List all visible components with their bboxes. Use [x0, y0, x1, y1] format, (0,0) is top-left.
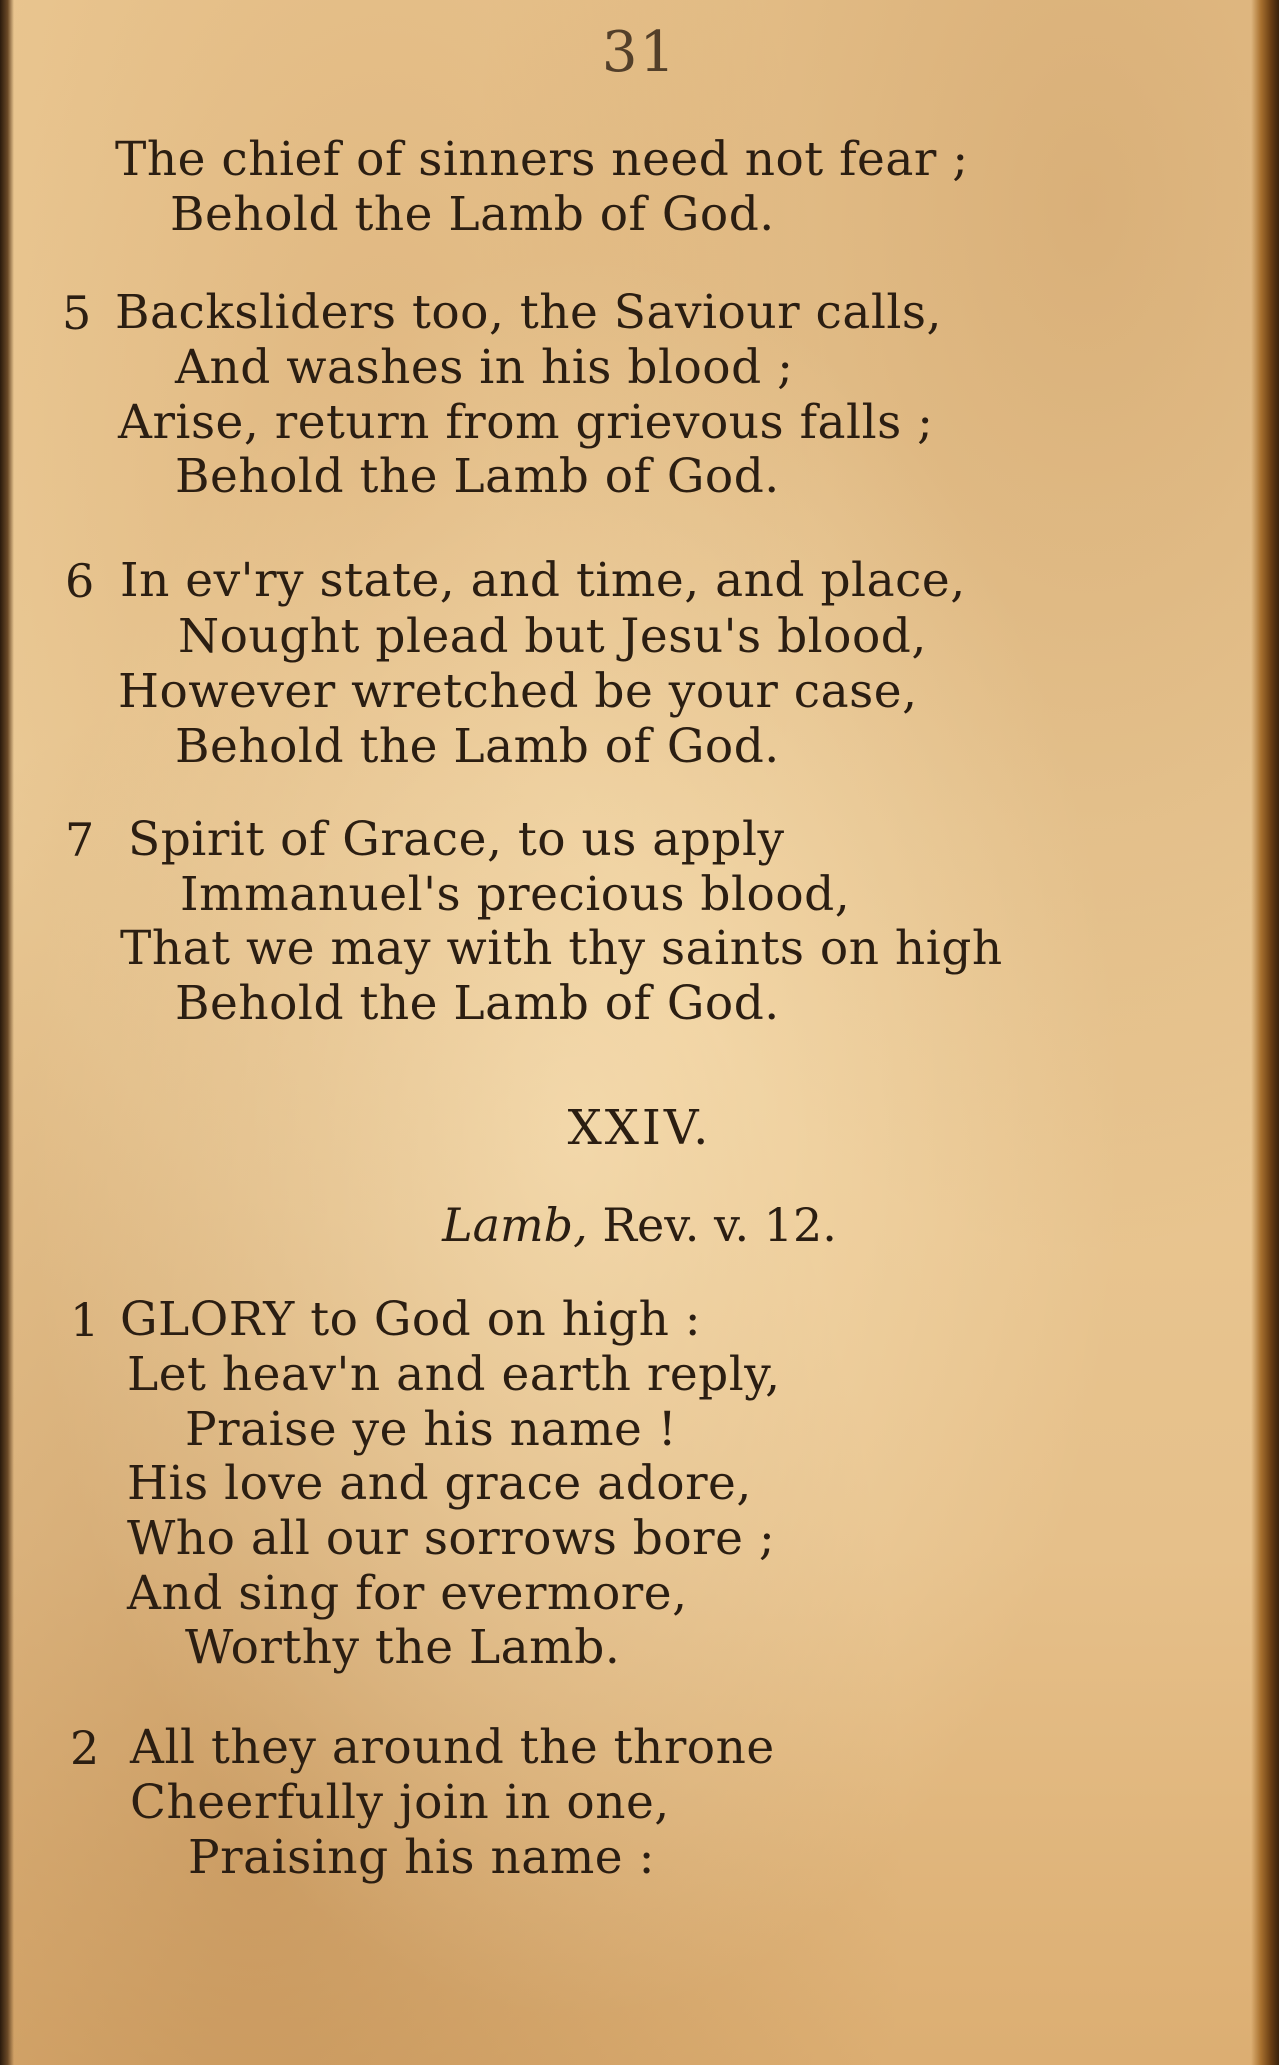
- verse-line: Behold the Lamb of God.: [175, 976, 780, 1031]
- verse-line: Let heav'n and earth reply,: [127, 1347, 781, 1402]
- verse-number: 6: [65, 554, 95, 608]
- hymn-subtitle: [0, 1198, 1279, 1252]
- verse-number: 5: [62, 286, 92, 340]
- verse-line: Who all our sorrows bore ;: [127, 1511, 776, 1566]
- hymn-number: XXIV.: [567, 1100, 712, 1156]
- verse-line: GLORY to God on high :: [120, 1292, 702, 1347]
- verse-line: That we may with thy saints on high: [120, 921, 1003, 976]
- verse-line: Behold the Lamb of God.: [175, 719, 780, 774]
- verse-line: Cheerfully join in one,: [130, 1775, 670, 1830]
- verse-line: However wretched be your case,: [118, 664, 918, 719]
- verse-line: Behold the Lamb of God.: [175, 449, 780, 504]
- verse-line: Nought plead but Jesu's blood,: [178, 609, 927, 664]
- hymn-tune-name: Lamb,: [442, 1198, 588, 1252]
- verse-line: In ev'ry state, and time, and place,: [120, 553, 966, 608]
- hymn-scripture-reference: Rev. v. 12.: [602, 1198, 837, 1252]
- verse-line: Arise, return from grievous falls ;: [118, 395, 934, 450]
- verse-line: Praising his name :: [188, 1830, 655, 1885]
- verse-line: Behold the Lamb of God.: [170, 187, 775, 242]
- verse-number: 7: [65, 813, 95, 867]
- verse-line: Backsliders too, the Saviour calls,: [115, 285, 942, 340]
- page-number: 31: [601, 20, 678, 85]
- verse-number: 2: [70, 1721, 100, 1775]
- verse-line: Praise ye his name !: [185, 1402, 678, 1457]
- verse-line: Worthy the Lamb.: [185, 1620, 621, 1675]
- verse-line: All they around the throne: [130, 1720, 775, 1775]
- verse-number: 1: [70, 1293, 100, 1347]
- page-right-edge: [1251, 0, 1279, 2065]
- verse-line: His love and grace adore,: [127, 1456, 752, 1511]
- verse-line: Spirit of Grace, to us apply: [128, 812, 785, 867]
- page-left-edge: [0, 0, 14, 2065]
- verse-line: And washes in his blood ;: [175, 340, 794, 395]
- verse-line: Immanuel's precious blood,: [180, 867, 851, 922]
- verse-line: The chief of sinners need not fear ;: [115, 132, 969, 187]
- verse-line: And sing for evermore,: [127, 1566, 688, 1621]
